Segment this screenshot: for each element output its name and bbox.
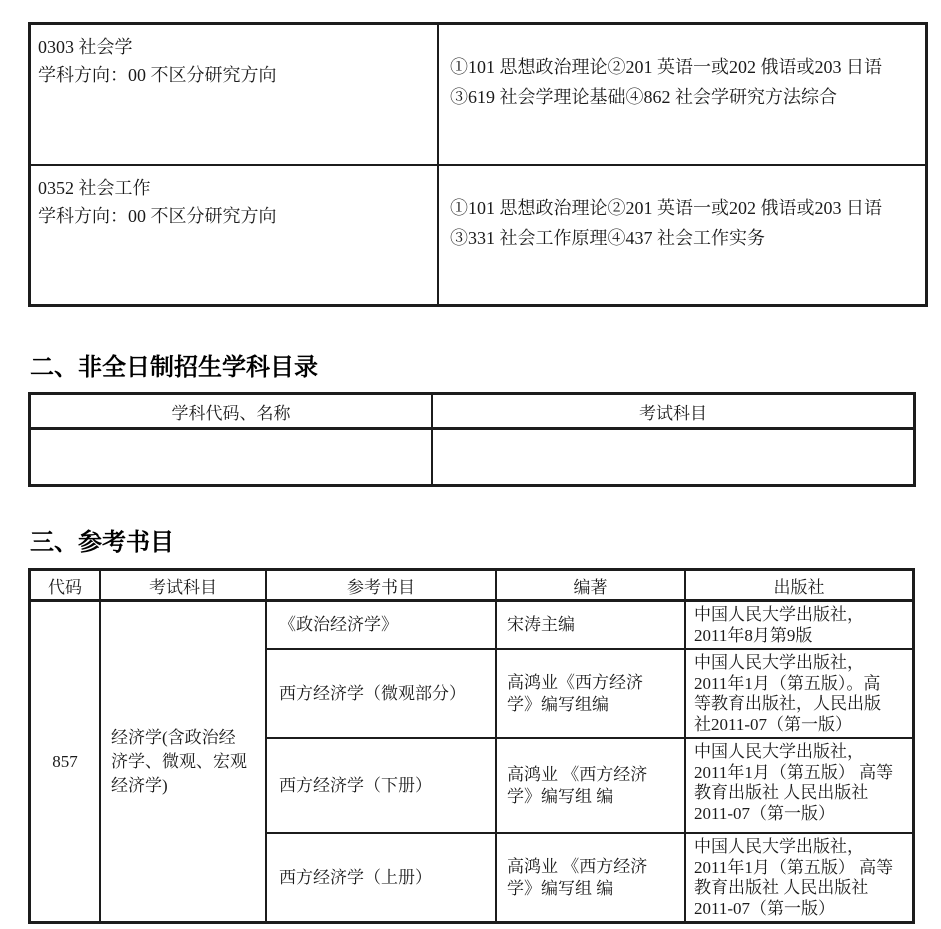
book-publisher: 中国人民大学出版社，2011年1月（第五版） 高等教育出版社 人民出版社2011-07（第一版） xyxy=(685,833,914,923)
column-header-code: 代码 xyxy=(30,570,101,601)
program-cell xyxy=(30,165,439,306)
exam-subjects-cell xyxy=(438,165,927,306)
column-header-code-name: 学科代码、名称 xyxy=(30,394,433,429)
exam-subjects-line: ③331 社会工作原理④437 社会工作实务 xyxy=(450,227,765,248)
reference-books-table xyxy=(28,568,915,924)
book-editor: 高鸿业 《西方经济学》编写组 编 xyxy=(496,738,685,833)
table-row xyxy=(30,165,927,306)
column-header-book-title: 参考书目 xyxy=(266,570,496,601)
exam-subject-name: 经济学(含政治经济学、微观、宏观经济学) xyxy=(100,601,266,923)
column-header-publisher: 出版社 xyxy=(685,570,914,601)
exam-subjects-cell xyxy=(438,24,927,165)
program-code-name: 0303 社会学 xyxy=(38,37,133,57)
parttime-catalog-table xyxy=(28,392,916,487)
exam-subjects-line: ③619 社会学理论基础④862 社会学研究方法综合 xyxy=(450,87,837,107)
subject-code: 857 xyxy=(30,601,101,923)
book-editor: 高鸿业《西方经济学》编写组编 xyxy=(496,649,685,738)
column-header-editor: 编著 xyxy=(496,570,685,601)
book-title: 西方经济学（下册） xyxy=(266,738,496,833)
program-direction: 学科方向：00 不区分研究方向 xyxy=(38,205,277,226)
table-row xyxy=(30,601,914,650)
table-row xyxy=(30,429,915,486)
book-publisher: 中国人民大学出版社，2011年8月第9版 xyxy=(685,601,914,650)
program-code-name: 0352 社会工作 xyxy=(38,177,151,198)
column-header-exam-subjects: 考试科目 xyxy=(432,394,915,429)
table-row xyxy=(30,24,927,165)
book-publisher: 中国人民大学出版社，2011年1月（第五版） 高等教育出版社 人民出版社2011-07（第一版） xyxy=(685,738,914,833)
section-heading-parttime-catalog: 二、非全日制招生学科目录 xyxy=(30,354,318,381)
table-header-row xyxy=(30,570,914,601)
empty-cell xyxy=(432,429,915,486)
book-editor: 高鸿业 《西方经济学》编写组 编 xyxy=(496,833,685,923)
exam-subjects-line: ①101 思想政治理论②201 英语一或202 俄语或203 日语 xyxy=(450,57,882,77)
book-editor: 宋涛主编 xyxy=(496,601,685,650)
exam-subjects-line: ①101 思想政治理论②201 英语一或202 俄语或203 日语 xyxy=(450,197,882,218)
book-publisher: 中国人民大学出版社，2011年1月（第五版）。高等教育出版社，人民出版社2011-07（第一版） xyxy=(685,649,914,738)
book-title: 《政治经济学》 xyxy=(266,601,496,650)
fulltime-program-table xyxy=(28,22,928,307)
section-heading-reference-books: 三、参考书目 xyxy=(30,529,174,556)
program-direction: 学科方向：00 不区分研究方向 xyxy=(38,65,277,85)
book-title: 西方经济学（微观部分） xyxy=(266,649,496,738)
book-title: 西方经济学（上册） xyxy=(266,833,496,923)
program-cell xyxy=(30,24,439,165)
table-header-row xyxy=(30,394,915,429)
empty-cell xyxy=(30,429,433,486)
column-header-exam-subject: 考试科目 xyxy=(100,570,266,601)
